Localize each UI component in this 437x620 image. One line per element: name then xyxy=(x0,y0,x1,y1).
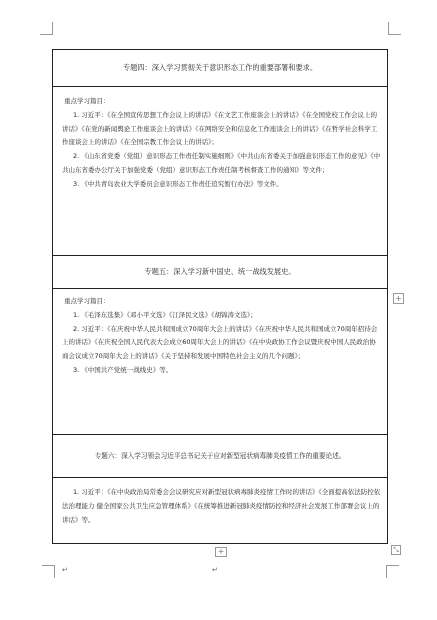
topic-4-heading-cell[interactable] xyxy=(53,50,387,86)
add-column-handle[interactable]: + xyxy=(393,293,404,304)
topic-4-heading: 专题四：深入学习贯彻关于意识形态工作的重要部署和要求。 xyxy=(122,63,318,72)
crop-mark-bottom-left xyxy=(42,565,55,578)
topic-4-item-3: 3. 《中共青岛农业大学委员会意识形态工作责任追究暂行办法》等文件。 xyxy=(73,179,283,188)
topic-6-heading-cell[interactable] xyxy=(53,435,387,477)
crop-mark-top-left xyxy=(40,22,53,35)
crop-mark-bottom-right xyxy=(386,565,399,578)
topic-5-heading: 专题五：深入学习新中国史、统一战线发展史。 xyxy=(144,267,296,276)
crop-mark-top-right xyxy=(388,22,401,35)
topic-4-subheading: 重点学习篇目： xyxy=(64,97,110,105)
topic-6-item-1: 1. 习近平：《在中央政治局常委会会议研究应对新型冠状病毒肺炎疫情工作时的讲话》《全面提高依法防控依法治理能力 健全国家公共卫生应急管理体系》《在统筹推进新冠肺炎疫情防控和经济社会发展工作部署会议上的讲话》等。 xyxy=(62,488,381,524)
table-resize-icon[interactable]: ⤡ xyxy=(391,545,401,555)
topic-5-subheading: 重点学习篇目： xyxy=(64,297,110,305)
paragraph-mark-icon: ↵ xyxy=(62,566,68,574)
add-row-handle[interactable]: + xyxy=(215,547,227,557)
topic-6-body-cell[interactable] xyxy=(53,478,387,543)
topic-4-item-1: 1. 习近平：《在全国宣传思想工作会议上的讲话》《在文艺工作座谈会上的讲话》《在全国党校工作会议上的讲话》《在党的新闻舆论工作座谈会上的讲话》《在网络安全和信息化工作座谈会上的讲话》《在哲学社会科学工作座谈会上的讲话》《在全国宗教工作会议上的讲话》； xyxy=(62,110,378,147)
topic-4-body-cell[interactable] xyxy=(53,87,387,255)
study-topics-table[interactable] xyxy=(52,49,388,544)
topic-4-item-2: 2. 《山东省党委（党组）意识形态工作责任制实施细则》《中共山东省委关于加强意识形态工作的意见》《中共山东省委办公厅关于加强党委（党组）意识形态工作责任制考核督查工作的通知》等文件； xyxy=(62,152,381,174)
topic-5-heading-cell[interactable] xyxy=(53,256,387,288)
topic-6-heading: 专题六：深入学习领会习近平总书记关于应对新型冠状病毒肺炎疫情工作的重要论述。 xyxy=(94,452,346,460)
topic-5-body-cell[interactable] xyxy=(53,289,387,434)
paragraph-mark-icon: ↵ xyxy=(212,566,218,574)
topic-5-item-3: 3. 《中国共产党统一战线史》等。 xyxy=(73,365,173,374)
topic-5-item-2: 2. 习近平：《在庆祝中华人民共和国成立70周年大会上的讲话》《在庆祝中华人民共和国成立70周年招待会上的讲话》《在庆祝全国人民代表大会成立60周年大会上的讲话》《在中央政协工作会议暨庆祝中国人民政治协商会议成立70周年大会上的讲话》《关于坚持和发展中国特色社会主义的几个问题》； xyxy=(62,324,378,361)
topic-5-item-1: 1. 《毛泽东选集》《邓小平文选》《江泽民文选》《胡锦涛文选》； xyxy=(73,310,257,319)
